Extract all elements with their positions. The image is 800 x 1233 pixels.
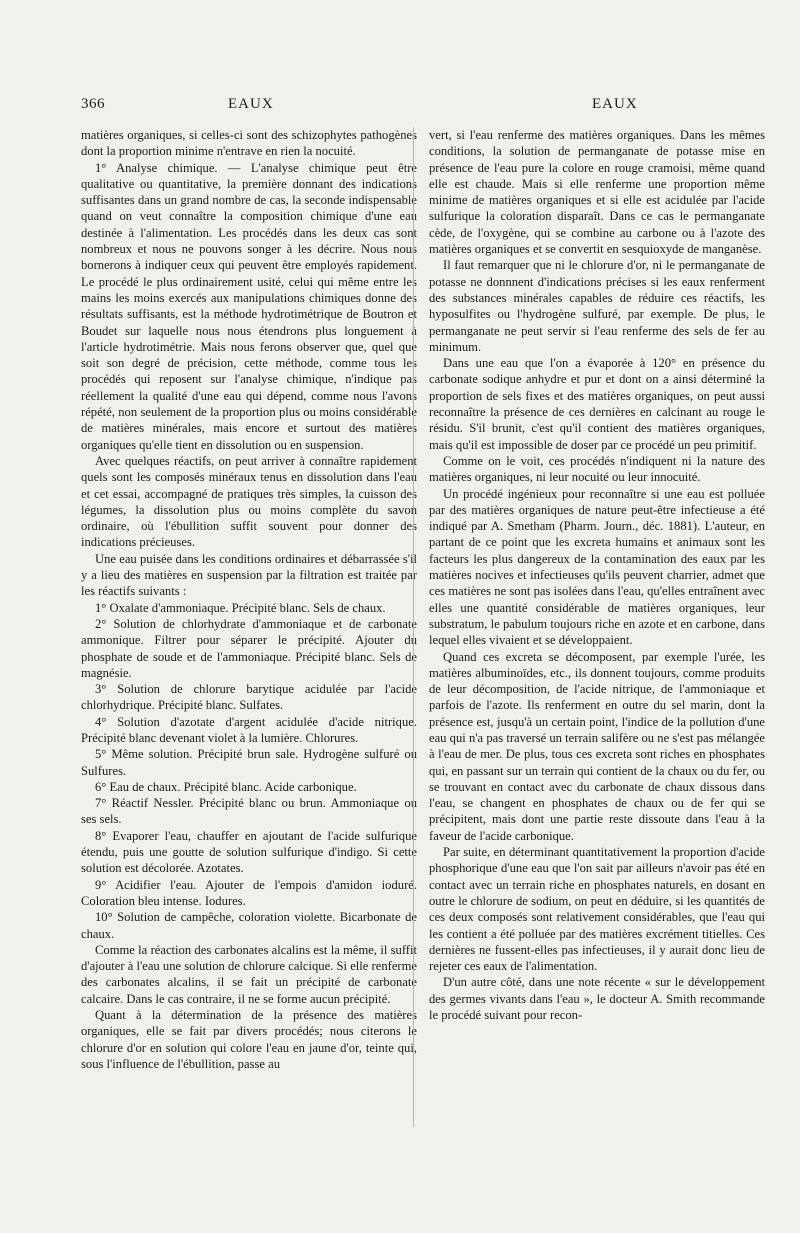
reagent-item: 9° Acidifier l'eau. Ajouter de l'empois d'amidon ioduré. Coloration bleu intense. Iodures. — [81, 877, 417, 908]
reagent-item: 10° Solution de campêche, coloration violette. Bicarbonate de chaux. — [81, 910, 417, 941]
paragraph: Comme on le voit, ces procédés n'indiquent ni la nature des matières organiques, ni leur nocuité ou leur innocuité. — [429, 453, 765, 485]
column-divider — [413, 127, 414, 1127]
paragraph: vert, si l'eau renferme des matières organiques. Dans les mêmes conditions, la solution de permanganate de potasse mise en présence de l'eau pure la colore en rouge cramoisi, même quand elle est chaude. Mais si elle renferme une proportion même minime de matières organiques et si elle est acidulée par l'acide sulfurique la coloration disparaît. Dans ce cas le permanganate cède, de l'oxygène, qui se combine au carbone ou à l'azote des matières organiques et se convertit en sesquioxyde de manganèse. — [429, 128, 765, 257]
paragraph: matières organiques, si celles-ci sont des schizophytes pathogènes dont la proportion minime n'entrave en rien la nocuité. — [81, 128, 417, 159]
reagent-item: 7° Réactif Nessler. Précipité blanc ou brun. Ammoniaque ou ses sels. — [81, 796, 417, 827]
paragraph: Comme la réaction des carbonates alcalins est la même, il suffit d'ajouter à l'eau une solution de chlorure calcique. Si elle renferme des carbonates alcalins, il se fait un précipité de carbonate calcaire. Dans le cas contraire, il ne se forme aucun précipité. — [81, 942, 417, 1006]
running-header — [81, 96, 767, 120]
paragraph: Dans une eau que l'on a évaporée à 120° en présence du carbonate sodique anhydre et pur et dont on a ainsi déterminé la proportion de sels fixes et des matières organiques, on peut aussi reconnaître la présence de ces dernières en calcinant au rouge le résidu. S'il brunit, c'est qu'il contient des matières organiques, mais qu'il est impossible de doser par ce procédé un peu primitif. — [429, 356, 765, 452]
page-number: 366 — [81, 96, 105, 112]
paragraph: 1° Analyse chimique. — L'analyse chimique peut être qualitative ou quantitative, la première donnant des indications suffisantes dans un grand nombre de cas, la seconde indispensable quand on veut connaître la composition chimique d'une eau destinée à l'alimentation. Les procédés dans les deux cas sont nombreux et nous ne pouvons songer à les décrire. Nous nous bornerons à indiquer ceux qui peuvent être employés rapidement. Le procédé le plus ordinairement usité, celui qui même entre les mains les moins exercés aux manipulations chimiques donne des résultats suffisants, est la méthode hydrotimétrique de Boutron et Boudet sur laquelle nous nous étendrons plus longuement à l'article hydrotimétrie. Mais nous ferons observer que, quel que soit son degré de précision, cette méthode, comme tous les procédés qui reposent sur l'analyse chimique, n'indique pas réellement la qualité d'une eau qui dépend, comme nous l'avons répété, non seulement de la proportion plus ou moins considérable de matières minérales, mais encore et surtout des matières organiques qu'elle tient en dissolution ou en suspension. — [81, 160, 417, 452]
paragraph: Quant à la détermination de la présence des matières organiques, elle se fait par divers procédés; nous citerons le chlorure d'or en solution qui colore l'eau en jaune d'or, teinte qui, sous l'influence de l'ébullition, passe au — [81, 1008, 417, 1071]
running-title-left: EAUX — [228, 96, 274, 112]
right-column — [429, 127, 765, 1023]
reagent-item: 8° Evaporer l'eau, chauffer en ajoutant de l'acide sulfurique étendu, puis une goutte de solution sulfurique d'indigo. Si cette solution est décolorée. Azotates. — [81, 828, 417, 876]
reagent-item: 4° Solution d'azotate d'argent acidulée d'acide nitrique. Précipité blanc devenant violet à la lumière. Chlorures. — [81, 714, 417, 745]
paragraph: Par suite, en déterminant quantitativement la proportion d'acide phosphorique d'une eau que l'on sait par ailleurs n'avoir pas été en contact avec un terrain riche en phosphates naturels, en dosant en outre le chlorure de sodium, on peut en déduire, si les quantités de ces deux composés sont relativement considérables, que l'eau qui les contient a été polluée par des matières excrément titielles. Ces dernières ne fussent-elles pas infectieuses, il y aurait donc lieu de rejeter ces eaux de l'alimentation. — [429, 845, 765, 974]
paragraph: Une eau puisée dans les conditions ordinaires et débarrassée s'il y a lieu des matières en suspension par la filtration est traitée par les réactifs suivants : — [81, 551, 417, 599]
paragraph: Un procédé ingénieux pour reconnaître si une eau est polluée par des matières organiques de nature peut-être infectieuse a été indiqué par A. Smetham (Pharm. Journ., déc. 1881). L'auteur, en partant de ce point que les excreta humains et animaux sont les facteurs les plus dangereux de la contamination des eaux par les matières nocives et infectieuses qu'ils peuvent charrier, admet que ces matières ne sont pas isolées dans l'eau, qu'elles entraînent avec elles une quantité considérable de matières organiques, leur substratum, le pabulum toujours riche en azote et en carbone, dans lequel elles vivaient et se développaient. — [429, 486, 765, 648]
paragraph: Avec quelques réactifs, on peut arriver à connaître rapidement quels sont les composés minéraux tenus en dissolution dans l'eau et cet essai, accompagné de pratiques très simples, la cuisson des légumes, la dissolution plus ou moins complète du savon ordinaire, où l'ébullition suffit souvent pour donner des indications précieuses. — [81, 453, 417, 550]
reagent-item: 5° Même solution. Précipité brun sale. Hydrogène sulfuré ou Sulfures. — [81, 747, 417, 778]
left-column — [81, 127, 417, 1072]
reagent-item: 6° Eau de chaux. Précipité blanc. Acide carbonique. — [95, 779, 357, 794]
paragraph: Quand ces excreta se décomposent, par exemple l'urée, les matières albuminoïdes, etc., ils donnent toujours, comme produits de leur décomposition, de l'acide nitrique, de l'ammoniaque et parfois de l'azote. Ils renferment en outre du sel marin, dont la présence est, jusqu'à un certain point, l'indice de la pollution d'une eau qui n'a pas traversé un terrain salifère ou ne s'est pas mélangée à l'eau de mer. De plus, tous ces excreta sont riches en phosphates qui, en passant sur un terrain qui contient de la chaux ou du fer, ou se trouvant en contact avec du carbonate de chaux dissous dans l'eau, se changent en phosphates de chaux ou de fer qui se précipitent, mais dont une partie reste dissoute dans l'eau à la faveur de l'acide carbonique. — [429, 649, 765, 843]
reagent-item: 2° Solution de chlorhydrate d'ammoniaque et de carbonate ammonique. Filtrer pour séparer le précipité. Ajouter du phosphate de soude et de l'ammoniaque. Précipité blanc. Sels de magnésie. — [81, 616, 417, 680]
reagent-item: 1° Oxalate d'ammoniaque. Précipité blanc. Sels de chaux. — [95, 600, 386, 615]
paragraph: Il faut remarquer que ni le chlorure d'or, ni le permanganate de potasse ne donnnent d'indications précises si les eaux renferment des substances minérales capables de réduire ces réactifs, les hyposulfites ou l'hydrogène sulfuré, par exemple. De plus, le permanganate ne peut servir si l'eau renferme des sels de fer au minimum. — [429, 258, 765, 354]
reagent-item: 3° Solution de chlorure barytique acidulée par l'acide chlorhydrique. Précipité blanc. Sulfates. — [81, 682, 417, 713]
paragraph: D'un autre côté, dans une note récente « sur le développement des germes vivants dans l'eau », le docteur A. Smith recommande le procédé suivant pour recon- — [429, 975, 765, 1023]
running-title-right: EAUX — [592, 96, 638, 112]
